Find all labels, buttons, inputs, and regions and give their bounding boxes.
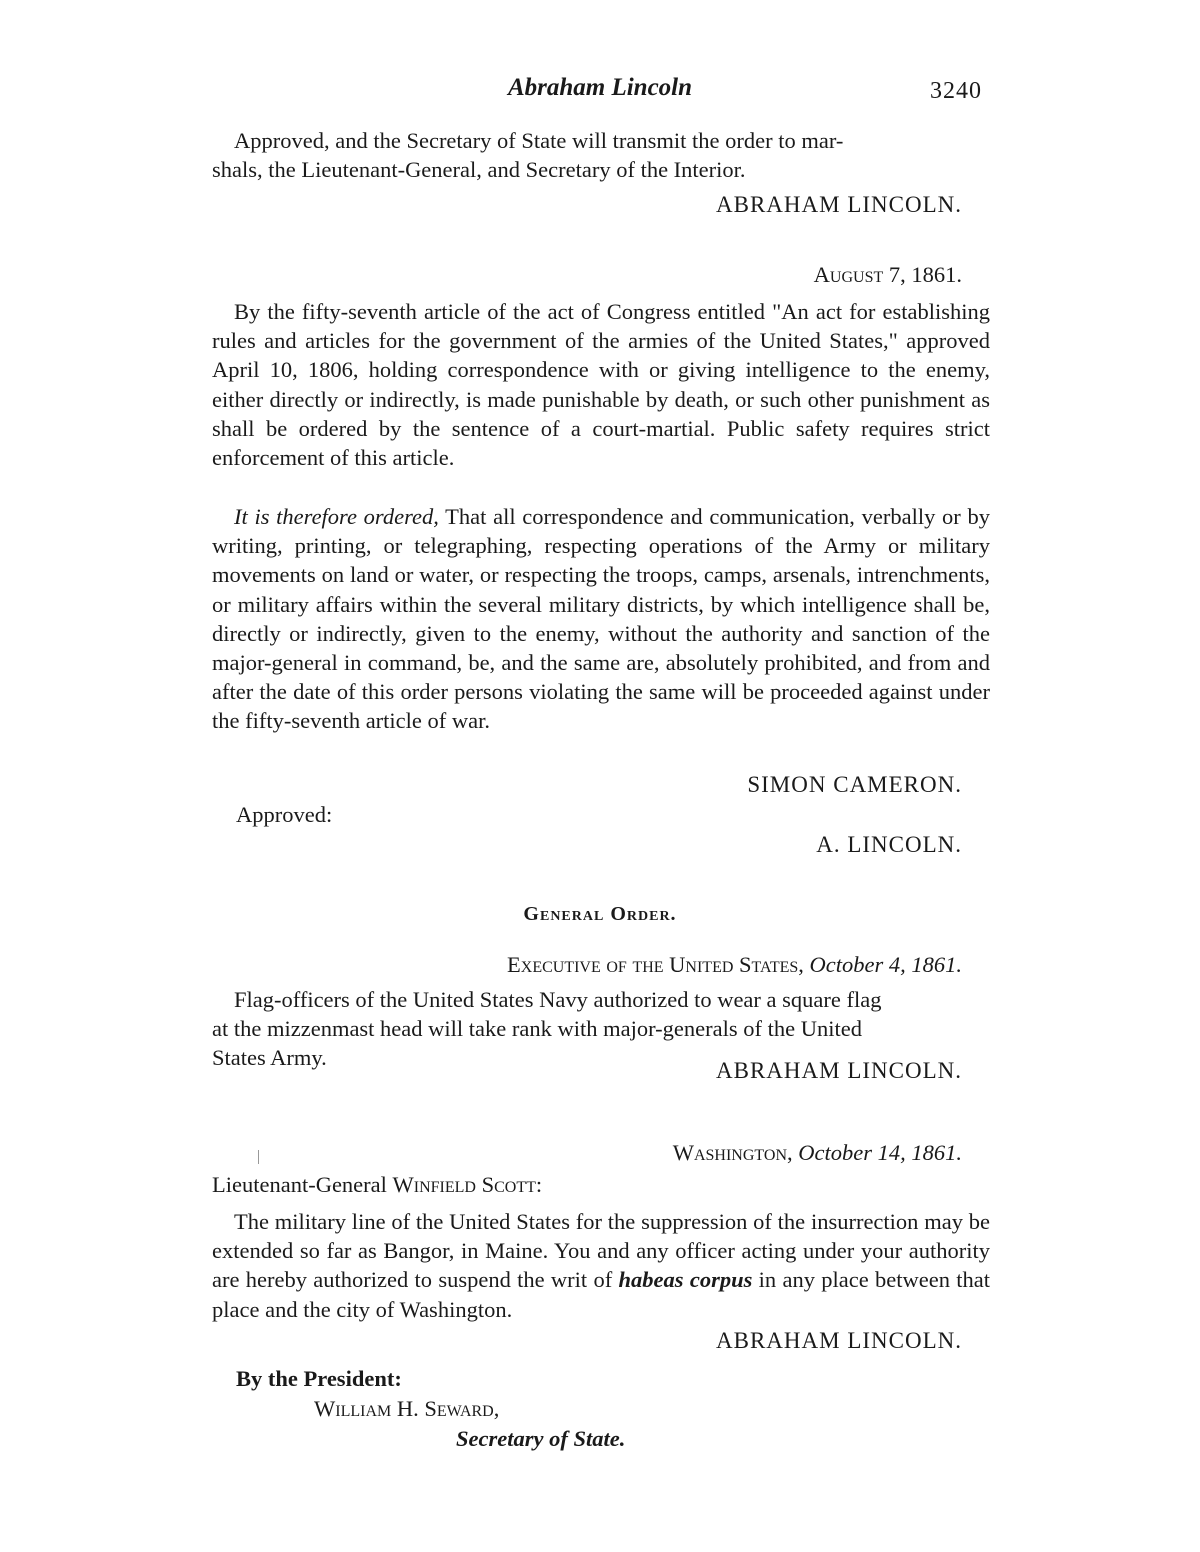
suspension-text-tail: in any place between that place and the city of Washington.: [212, 1267, 991, 1322]
suspension-text-lead: The military line of the United States for the suppression of the insurrection may be extended so far as Bangor, in Maine. You and any officer acting under your authority are hereby authorized to suspend the writ of: [212, 1209, 990, 1293]
countersign-name: William H. Seward,: [314, 1396, 500, 1421]
page-number: 3240: [930, 78, 982, 104]
washington-label: Washington,: [672, 1140, 793, 1165]
dateline-october-4: [507, 952, 962, 978]
general-order-line-3: States Army.: [212, 1045, 327, 1071]
general-order-line-1: Flag-officers of the United States Navy authorized to wear a square flag: [234, 987, 882, 1012]
approval-paragraph: [212, 126, 990, 184]
addressee-rank: Lieutenant-General: [212, 1172, 387, 1197]
signature-a-lincoln: A. LINCOLN.: [816, 832, 962, 857]
suspension-paragraph: [212, 1207, 990, 1324]
order-paragraph-2: [212, 502, 990, 736]
order-paragraph-2-body: That all correspondence and communication, verbally or by writing, printing, or telegraphing, respecting operations of the Army or military movements on land or water, or respecting the troops, camps, arsenals, intrenchments, or military affairs within the several military districts, by which intelligence shall be, directly or indirectly, given to the enemy, without the authority and sanction of the major-general in command, be, and the same are, absolutely prohibited, and from and after the date of this order persons violating the same will be proceeded against under the fifty-seventh article of war.: [212, 504, 990, 734]
running-header-title: Abraham Lincoln: [507, 74, 693, 101]
executive-label: Executive of the United States,: [507, 952, 804, 977]
countersign-title: Secretary of State.: [456, 1426, 626, 1451]
approval-line-2: shals, the Lieutenant-General, and Secretary of the Interior.: [212, 157, 746, 183]
general-order-heading: General Order.: [523, 903, 677, 925]
addressee-name: Winfield Scott:: [392, 1172, 543, 1197]
margin-mark: [258, 1150, 259, 1164]
habeas-corpus-phrase: habeas corpus: [618, 1267, 753, 1293]
signature-lincoln-2: ABRAHAM LINCOLN.: [716, 1058, 962, 1083]
general-order-line-2: at the mizzenmast head will take rank with major-generals of the United: [212, 1016, 862, 1042]
signature-lincoln-3: ABRAHAM LINCOLN.: [716, 1328, 962, 1353]
signature-cameron: SIMON CAMERON.: [747, 772, 962, 797]
addressee-line: [212, 1172, 542, 1198]
approved-label: Approved:: [236, 802, 333, 827]
dateline-august: August 7, 1861.: [813, 262, 962, 287]
dateline-october-14: [673, 1140, 962, 1166]
signature-lincoln-1: ABRAHAM LINCOLN.: [716, 192, 962, 217]
order-paragraph-1: By the fifty-seventh article of the act of Congress entitled "An act for establishing rules and articles for the government of the armies of the United States," approved April 10, 1806, holding correspondence with or giving intelligence to the enemy, either directly or indirectly, is made punishable by death, or such other punishment as shall be ordered by the sentence of a court-martial. Public safety requires strict enforcement of this article.: [212, 299, 990, 471]
dateline-october-4-date: October 4, 1861.: [809, 952, 962, 977]
therefore-ordered-phrase: It is therefore ordered,: [234, 504, 439, 529]
approval-line-1: Approved, and the Secretary of State will transmit the order to mar-: [234, 128, 844, 153]
by-the-president-label: By the President:: [236, 1366, 402, 1391]
dateline-october-14-date: October 14, 1861.: [798, 1140, 962, 1165]
